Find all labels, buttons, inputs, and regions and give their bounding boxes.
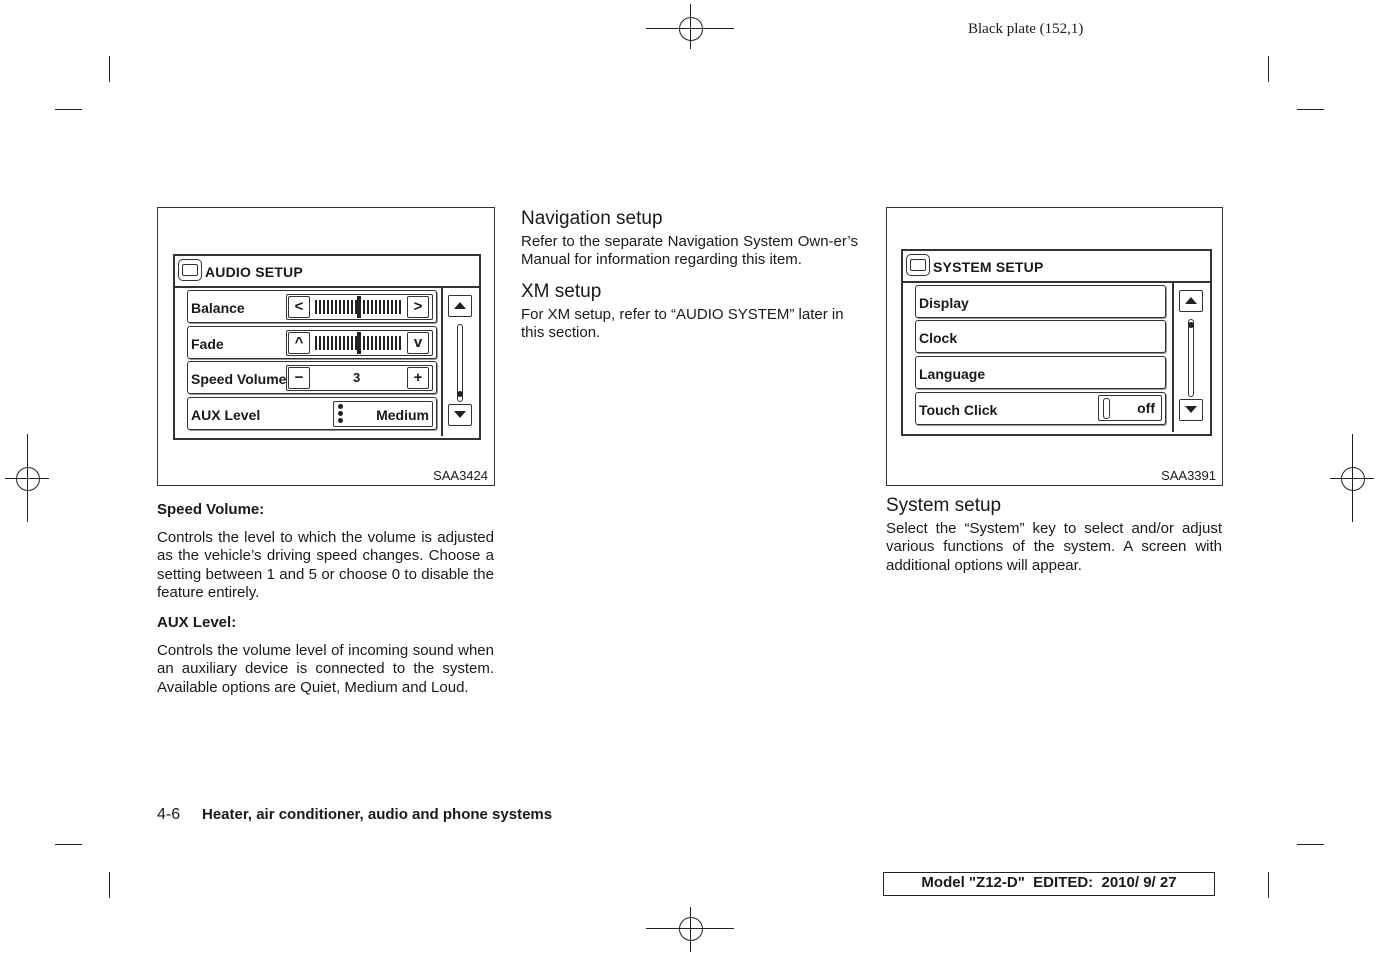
menu-item-display[interactable] [915,285,1166,318]
fade-center-mark [357,332,361,354]
scroll-down-button[interactable] [448,404,472,426]
scroll-track[interactable] [1188,319,1194,397]
aux-level-heading: AUX Level: [157,614,237,631]
figure-code: SAA3391 [1161,468,1216,483]
scroll-thumb[interactable] [1188,322,1194,328]
xm-setup-heading: XM setup [521,281,602,302]
scroll-down-button[interactable] [1179,399,1203,421]
down-arrow-icon [1185,406,1197,413]
menu-item-label: Touch Click [919,402,998,418]
menu-item-language[interactable] [915,356,1166,389]
navigation-setup-description: Refer to the separate Navigation System Own-er’s Manual for information regarding this item. [521,233,858,269]
scroll-up-button[interactable] [1179,290,1203,312]
fade-down-button[interactable]: v [407,332,429,354]
balance-label: Balance [191,300,245,316]
menu-item-clock[interactable] [915,320,1166,353]
screen-header [175,256,479,288]
screen-title: SYSTEM SETUP [933,259,1044,275]
scroll-area [441,287,479,436]
menu-item-label: Clock [919,330,958,346]
plate-label: Black plate (152,1) [968,21,1084,37]
section-title: Heater, air conditioner, audio and phone systems [202,806,553,823]
menu-item-label: Language [919,366,986,382]
audio-setup-figure [157,207,495,486]
speed-volume-label: Speed Volume [191,371,287,387]
balance-right-button[interactable]: > [407,296,429,318]
speed-volume-control [286,365,433,391]
screen-title: AUDIO SETUP [205,264,303,280]
navigation-setup-heading: Navigation setup [521,208,663,229]
system-setup-screen [901,249,1212,436]
system-setup-description: Select the “System” key to select and/or adjust various functions of the system. A screen with additional options will appear. [886,520,1222,574]
toggle-knob [1103,398,1110,419]
up-arrow-icon [1185,297,1197,304]
xm-setup-description: For XM setup, refer to “AUDIO SYSTEM” later in this section. [521,306,844,342]
audio-setup-screen [173,254,481,440]
speed-volume-row[interactable] [187,361,437,394]
menu-item-touch-click[interactable] [915,392,1166,425]
figure-code: SAA3424 [433,468,488,483]
balance-control [286,294,433,320]
touch-click-toggle[interactable] [1098,395,1162,421]
fade-row[interactable] [187,326,437,359]
model-edit-stamp: Model "Z12-D" EDITED: 2010/ 9/ 27 [883,872,1215,896]
fade-control [286,330,433,356]
aux-level-value: Medium [376,407,429,423]
system-setup-figure [886,207,1223,486]
system-setup-heading: System setup [886,495,1002,516]
balance-center-mark [357,296,361,318]
balance-row[interactable] [187,290,437,323]
screen-header [903,251,1210,283]
down-arrow-icon [454,411,466,418]
speed-volume-value: 3 [353,370,361,385]
scroll-up-button[interactable] [448,295,472,317]
speed-volume-plus-button[interactable]: + [407,367,429,389]
audio-icon [178,259,202,281]
fade-up-button[interactable]: ^ [288,332,310,354]
page-number: 4-6 [157,806,181,823]
speed-volume-heading: Speed Volume: [157,501,265,518]
up-arrow-icon [454,302,466,309]
speed-volume-description: Controls the level to which the volume is adjusted as the vehicle’s driving speed changes. Choose a setting between 1 and 5 or choose 0 to disable the feature entirely. [157,529,494,601]
speed-volume-minus-button[interactable]: − [288,367,310,389]
scroll-thumb[interactable] [457,391,463,397]
menu-item-label: Display [919,295,969,311]
aux-level-label: AUX Level [191,407,261,423]
toggle-value: off [1137,400,1155,416]
scroll-track[interactable] [457,324,463,402]
scroll-area [1172,282,1210,432]
aux-level-row[interactable] [187,397,437,430]
dots-icon [339,404,343,424]
aux-level-description: Controls the volume level of incoming sound when an auxiliary device is connected to the system. Available options are Quiet, Medium and Loud. [157,642,494,696]
fade-label: Fade [191,336,224,352]
aux-level-selector[interactable] [333,401,433,427]
settings-icon [906,254,930,276]
balance-left-button[interactable]: < [288,296,310,318]
